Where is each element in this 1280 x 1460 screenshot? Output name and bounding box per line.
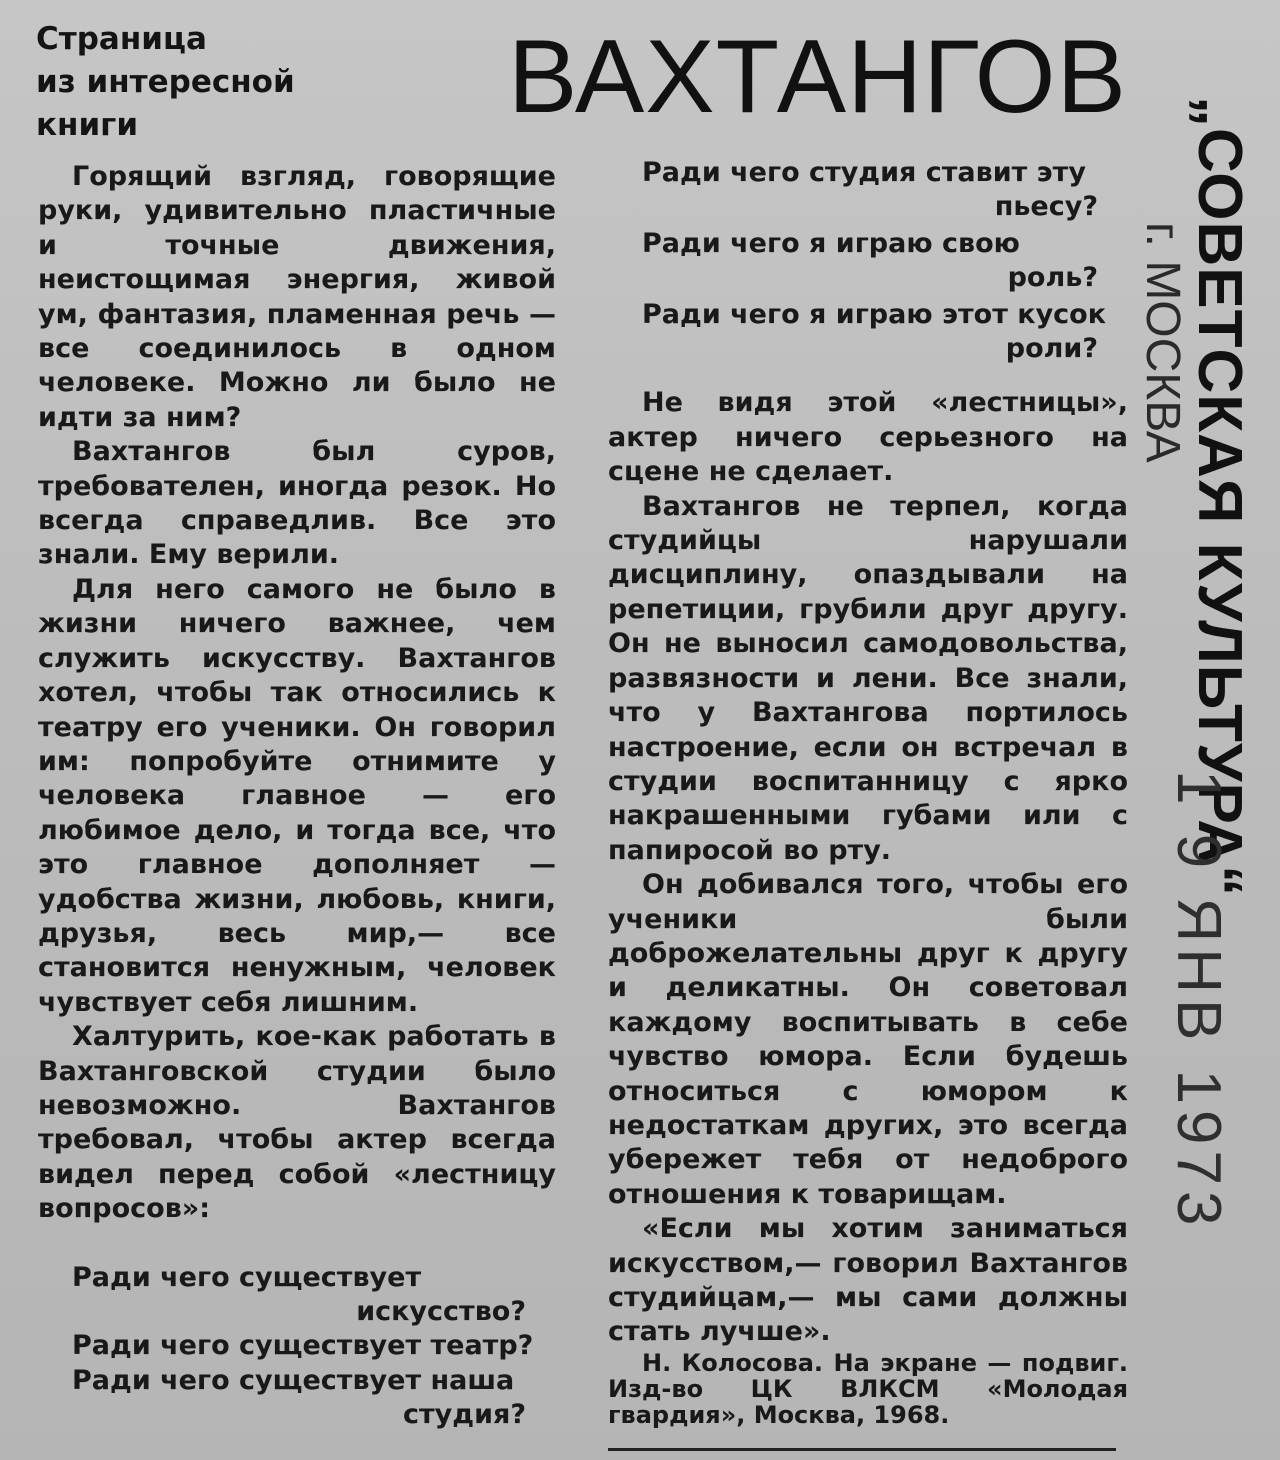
city-stamp: г. МОСКВА bbox=[1136, 222, 1189, 463]
article-headline: ВАХТАНГОВ bbox=[508, 19, 1127, 135]
question-ladder bbox=[608, 156, 1128, 366]
rubric-line: книги bbox=[36, 107, 139, 143]
question-item: Ради чего студия ставит эту пьесу? bbox=[642, 157, 1098, 223]
date-stamp: 1 9 ЯНВ 1973 bbox=[1164, 770, 1233, 1232]
source-citation: Н. Колосова. На экране — подвиг. Изд-во ЦК ВЛКСМ «Молодая гвардия», Москва, 1968. bbox=[608, 1348, 1128, 1429]
question-item: Ради чего я играю свою роль? bbox=[642, 227, 1098, 294]
article-paragraph: Он добивался того, чтобы его ученики были доброжелательны друг к другу и деликатны. Он советовал каждому воспитывать в себе чувство юмора. Если будешь относиться с юмором к недостаткам других, это всегда убережет тебя от недоброго отношения к товарищам. bbox=[608, 869, 1128, 1210]
article-paragraph: Не видя этой «лестницы», актер ничего серьезного на сцене не сделает. bbox=[608, 387, 1128, 488]
article-paragraph: «Если мы хотим заниматься искусством,— говорил Вахтангов студийцам,— мы сами должны стать лучше». bbox=[608, 1213, 1128, 1348]
question-ladder bbox=[38, 1261, 556, 1433]
question-item: Ради чего существует наша студия? bbox=[72, 1364, 526, 1431]
rubric-label bbox=[36, 18, 356, 147]
rubric-line: Страница bbox=[36, 21, 207, 57]
article-paragraph: Горящий взгляд, говорящие руки, удивительно пластичные и точные движения, неистощимая энергия, живой ум, фантазия, пламенная речь — все соединилось в одном человеке. Можно ли было не идти за ним? bbox=[38, 161, 556, 433]
article-paragraph: Вахтангов был суров, требователен, иногда резок. Но всегда справедлив. Все это знали. Ему верили. bbox=[38, 436, 556, 571]
article-paragraph: Вахтангов не терпел, когда студийцы нарушали дисциплину, опаздывали на репетиции, грубили друг другу. Он не выносил самодовольства, развязности и лени. Все знали, что у Вахтангова портилось настроение, если он встречал в студии воспитанницу с ярко накрашенными губами или с папиросой во рту. bbox=[608, 490, 1128, 866]
question-item: Ради чего существует театр? bbox=[72, 1330, 534, 1362]
right-column bbox=[608, 156, 1128, 1428]
article-paragraph: Для него самого не было в жизни ничего важнее, чем служить искусству. Вахтангов хотел, чтобы так относились к театру его ученики. Он говорил им: попробуйте отнимите у человека главное — его любимое дело, и тогда все, что это главное дополняет — удобства жизни, любовь, книги, друзья, весь мир,— все становится ненужным, человек чувствует себя лишним. bbox=[38, 573, 556, 1018]
article-paragraph: Халтурить, кое-как работать в Вахтанговской студии было невозможно. Вахтангов требовал, чтобы актер всегда видел перед собой «лестницу вопросов»: bbox=[38, 1021, 556, 1225]
bottom-rule bbox=[608, 1448, 1116, 1451]
rubric-line: из интересной bbox=[36, 64, 295, 100]
question-item: Ради чего я играю этот кусок роли? bbox=[642, 298, 1107, 365]
newspaper-stamp: „СОВЕТСКАЯ КУЛЬТУРА“ bbox=[1185, 96, 1254, 898]
question-item: Ради чего существует искусство? bbox=[72, 1261, 526, 1327]
left-column bbox=[38, 160, 556, 1433]
